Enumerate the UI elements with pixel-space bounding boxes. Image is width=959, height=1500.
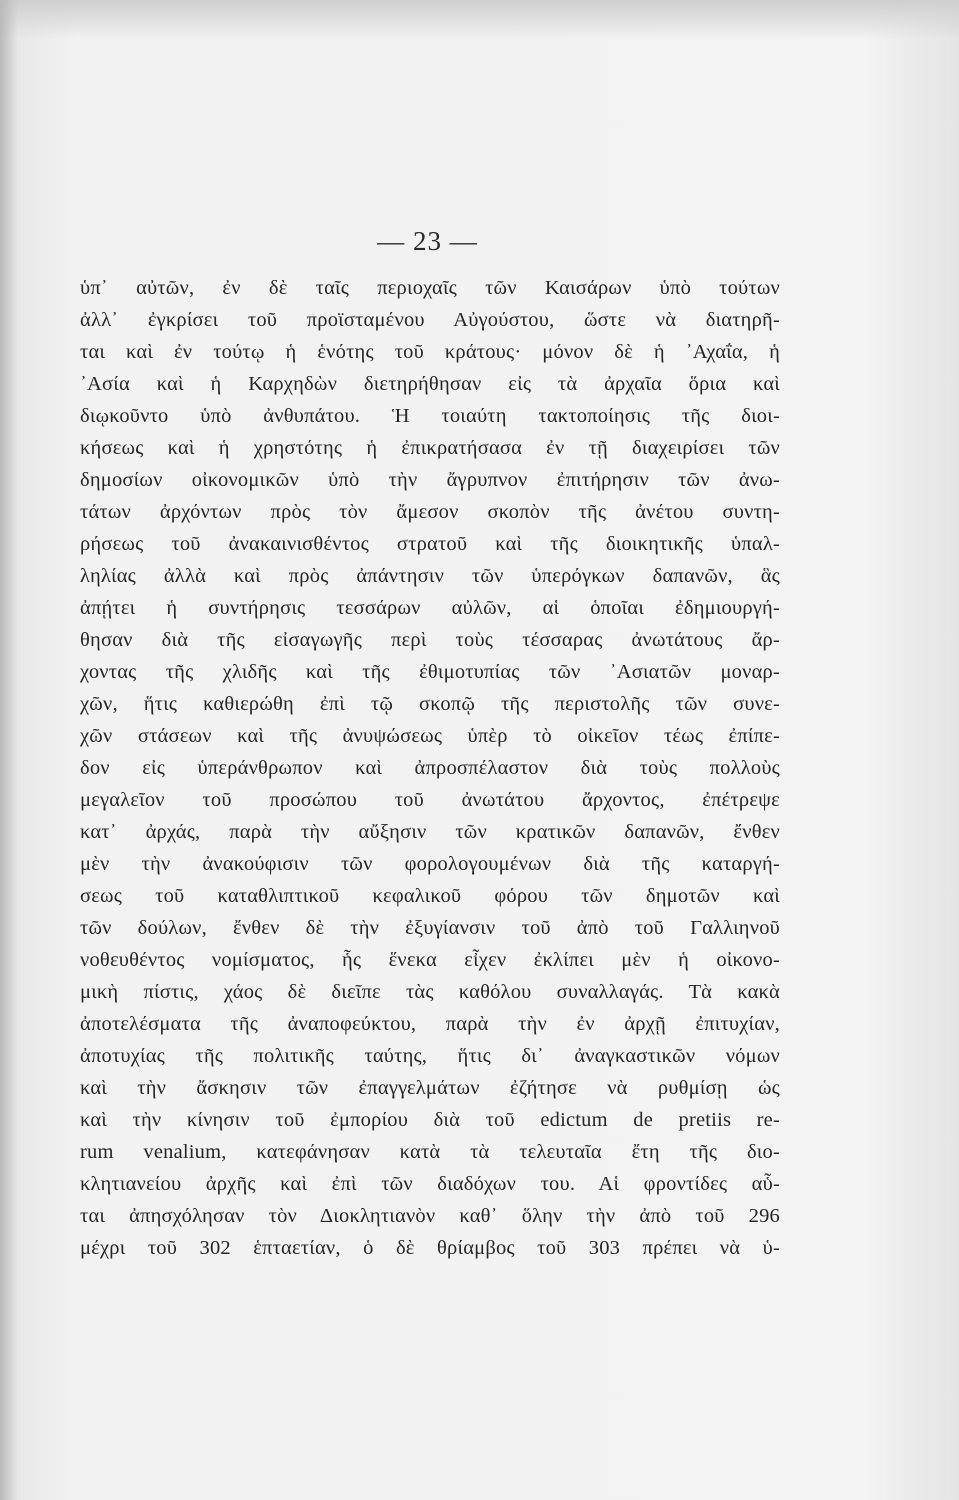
text-line: μεγαλεῖον τοῦ προσώπου τοῦ ἀνωτάτου ἄρχοντος, ἐπέτρεψε (80, 789, 780, 811)
text-line: διῳκοῦντο ὑπὸ ἀνθυπάτου. Ἡ τοιαύτη τακτοποίησις τῆς διοι- (80, 405, 780, 427)
text-line: ᾿Ασία καὶ ἡ Καρχηδὼν διετηρήθησαν εἰς τὰ ἀρχαῖα ὅρια καὶ (80, 373, 780, 395)
text-line: rum venalium, κατεφάνησαν κατὰ τὰ τελευταῖα ἔτη τῆς διο- (80, 1141, 780, 1163)
text-line: κήσεως καὶ ἡ χρηστότης ἡ ἐπικρατήσασα ἐν τῇ διαχειρίσει τῶν (80, 437, 780, 459)
text-line: ἀλλ᾿ ἐγκρίσει τοῦ προϊσταμένου Αὐγούστου, ὥστε νὰ διατηρῆ- (80, 309, 780, 331)
text-line: τάτων ἀρχόντων πρὸς τὸν ἄμεσον σκοπὸν τῆς ἀνέτου συντη- (80, 501, 780, 523)
text-line: μέχρι τοῦ 302 ἑπταετίαν, ὁ δὲ θρίαμβος τοῦ 303 πρέπει νὰ ὑ- (80, 1237, 780, 1259)
text-line: δημοσίων οἰκονομικῶν ὑπὸ τὴν ἄγρυπνον ἐπιτήρησιν τῶν ἀνω- (80, 469, 780, 491)
body-text (80, 272, 780, 1264)
text-line: ται καὶ ἐν τούτῳ ἡ ἑνότης τοῦ κράτους· μόνον δὲ ἡ ᾿Αχαΐα, ἡ (80, 341, 780, 363)
text-line: θησαν διὰ τῆς εἰσαγωγῆς περὶ τοὺς τέσσαρας ἀνωτάτους ἄρ- (80, 629, 780, 651)
text-line: μικὴ πίστις, χάος δὲ διεῖπε τὰς καθόλου συναλλαγάς. Τὰ κακὰ (80, 981, 780, 1003)
text-line: ἀποτυχίας τῆς πολιτικῆς ταύτης, ἥτις δι᾿ ἀναγκαστικῶν νόμων (80, 1045, 780, 1067)
binding-shadow (0, 0, 18, 1500)
text-line: ληλίας ἀλλὰ καὶ πρὸς ἀπάντησιν τῶν ὑπερόγκων δαπανῶν, ἃς (80, 565, 780, 587)
text-line: σεως τοῦ καταθλιπτικοῦ κεφαλικοῦ φόρου τῶν δημοτῶν καὶ (80, 885, 780, 907)
text-line: νοθευθέντος νομίσματος, ἧς ἕνεκα εἶχεν ἐκλίπει μὲν ἡ οἰκονο- (80, 949, 780, 971)
text-line: χῶν στάσεων καὶ τῆς ἀνυψώσεως ὑπὲρ τὸ οἰκεῖον τέως ἐπίπε- (80, 725, 780, 747)
text-line: ἀποτελέσματα τῆς ἀναποφεύκτου, παρὰ τὴν ἐν ἀρχῇ ἐπιτυχίαν, (80, 1013, 780, 1035)
text-line: καὶ τὴν κίνησιν τοῦ ἐμπορίου διὰ τοῦ edictum de pretiis re- (80, 1109, 780, 1131)
text-line: κατ᾿ ἀρχάς, παρὰ τὴν αὔξησιν τῶν κρατικῶν δαπανῶν, ἔνθεν (80, 821, 780, 843)
text-line: μὲν τὴν ἀνακούφισιν τῶν φορολογουμένων διὰ τῆς καταργή- (80, 853, 780, 875)
page-number: — 23 — (377, 226, 478, 256)
text-line: καὶ τὴν ἄσκησιν τῶν ἐπαγγελμάτων ἐζήτησε νὰ ρυθμίσῃ ὡς (80, 1077, 780, 1099)
text-line: δον εἰς ὑπεράνθρωπον καὶ ἀπροσπέλαστον διὰ τοὺς πολλοὺς (80, 757, 780, 779)
page-edge-shading (0, 0, 959, 40)
text-line: ὑπ᾿ αὐτῶν, ἐν δὲ ταῖς περιοχαῖς τῶν Καισάρων ὑπὸ τούτων (80, 277, 780, 299)
text-line: χοντας τῆς χλιδῆς καὶ τῆς ἐθιμοτυπίας τῶν ᾿Ασιατῶν μοναρ- (80, 661, 780, 683)
text-line: ται ἀπησχόλησαν τὸν Διοκλητιανὸν καθ᾿ ὅλην τὴν ἀπὸ τοῦ 296 (80, 1205, 780, 1227)
text-line: κλητιανείου ἀρχῆς καὶ ἐπὶ τῶν διαδόχων του. Αἱ φροντίδες αὗ- (80, 1173, 780, 1195)
text-line: χῶν, ἥτις καθιερώθη ἐπὶ τῷ σκοπῷ τῆς περιστολῆς τῶν συνε- (80, 693, 780, 715)
text-line: ρήσεως τοῦ ἀνακαινισθέντος στρατοῦ καὶ τῆς διοικητικῆς ὑπαλ- (80, 533, 780, 555)
text-line: τῶν δούλων, ἔνθεν δὲ τὴν ἐξυγίανσιν τοῦ ἀπὸ τοῦ Γαλλιηνοῦ (80, 917, 780, 939)
text-line: ἀπῄτει ἡ συντήρησις τεσσάρων αὐλῶν, αἱ ὁποῖαι ἐδημιουργή- (80, 597, 780, 619)
